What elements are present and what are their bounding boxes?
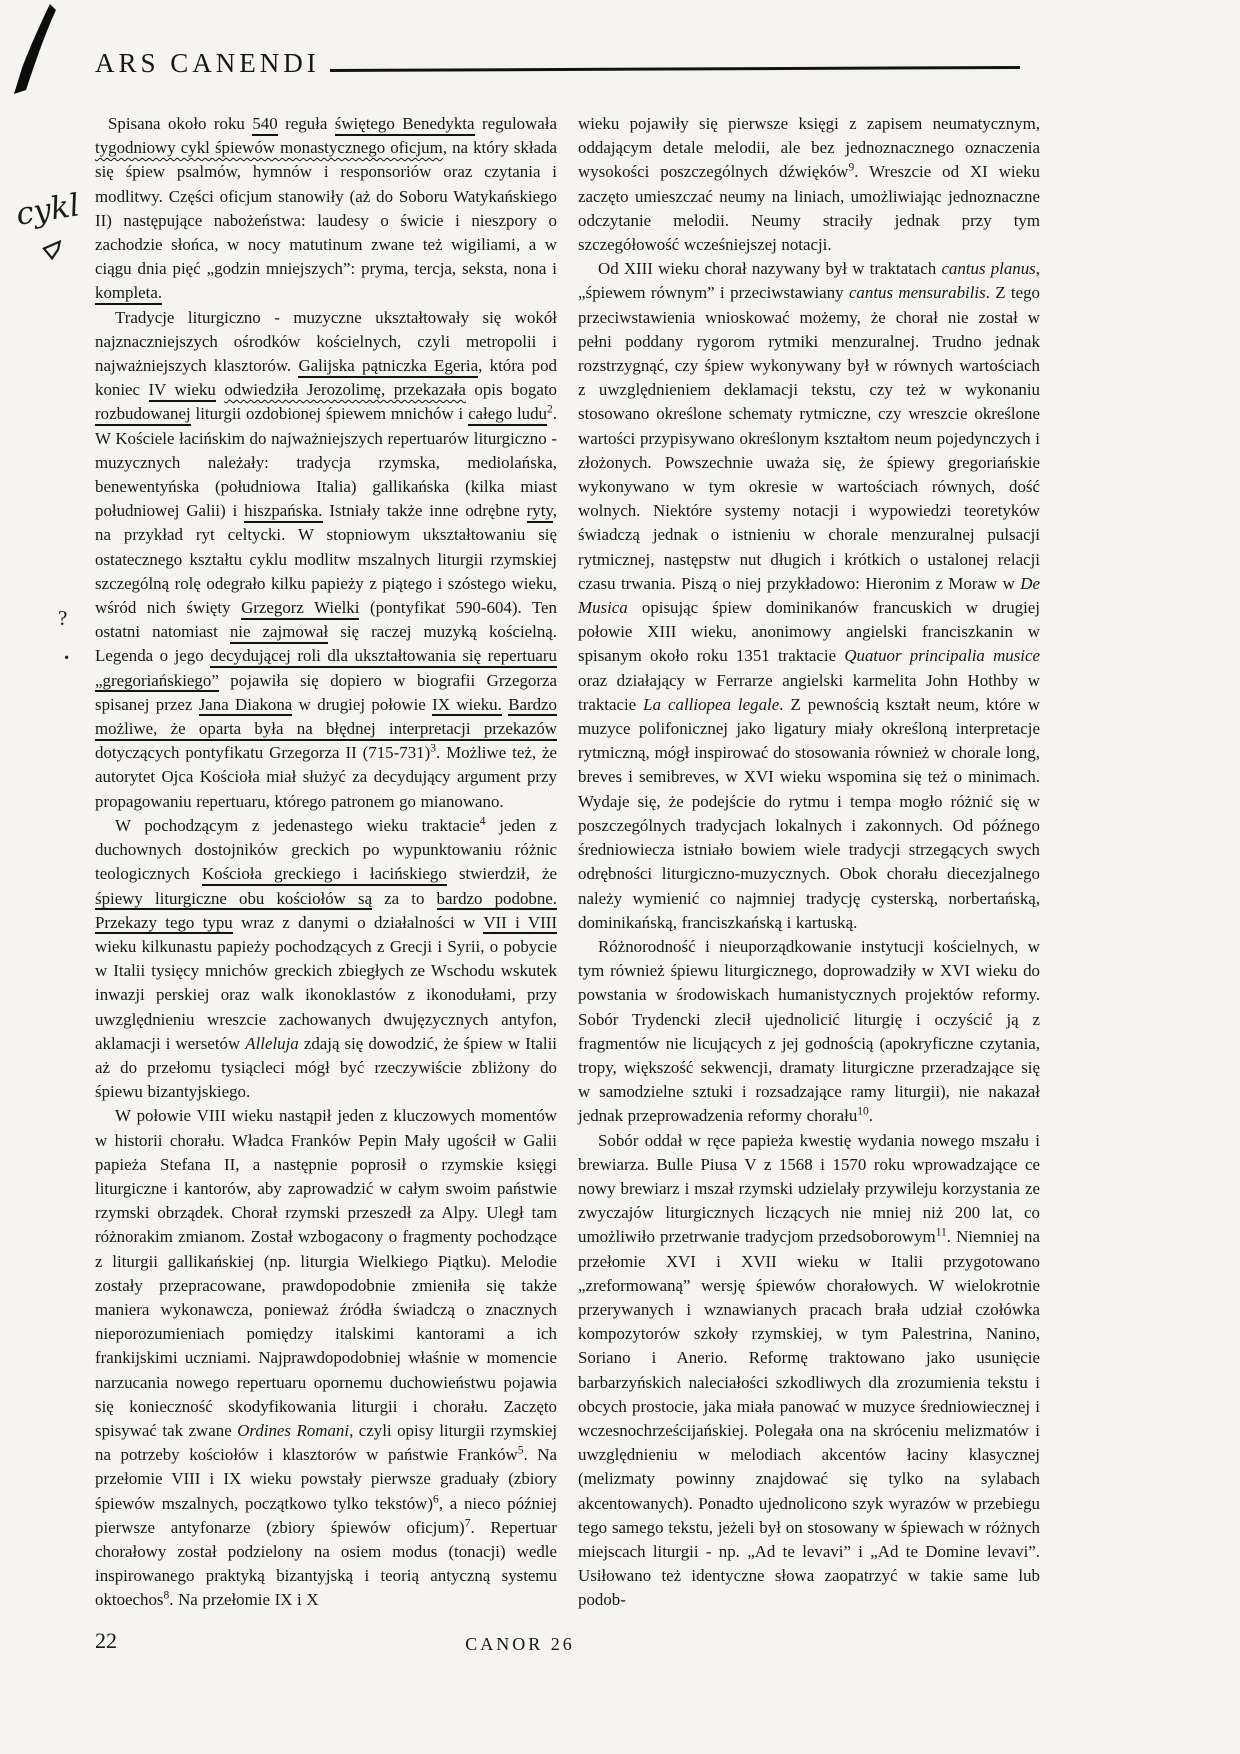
paragraph: W pochodzącym z jedenastego wieku traktacie$^4$ jeden z duchownych dostojników greckich po wypunktowaniu różnic teologicznych Kościoła greckiego i łacińskiego stwierdził, że śpiewy liturgiczne obu kościołów są za to bardzo podobne. Przekazy tego typu wraz z danymi o działalności w VII i VIII wieku kilkunastu papieży pochodzących z Grecji i Syrii, o pobycie w Italii tysięcy mnichów greckich zbiegłych ze Wschodu wskutek inwazji perskiej oraz walk ikonoklastów z ikonodułami, przy uwzględnieniu wreszcie zachowanych dwujęzycznych antyfon, aklamacji i wersetów Alleluja zdają się dowodzić, że śpiew w Italii aż do przełomu tysiącleci mógł być rzeczywiście zbliżony do śpiewu bizantyjskiego. bbox=[95, 815, 558, 1102]
paragraph: Tradycje liturgiczno - muzyczne ukształtowały się wokół najznaczniejszych ośrodków kościelnych, czyli metropolii i najważniejszych klasztorów. Galijska pątniczka Egeria, która pod koniec IV wieku odwiedziła Jerozolimę, przekazała opis bogato rozbudowanej liturgii ozdobionej śpiewem mnichów i całego ludu$^2$. W Kościele łacińskim do najważniejszych repertuarów liturgiczno - muzycznych należały: tradycja rzymska, mediolańska, benewentyńska (południowa Italia) gallikańska (kilka miast południowej Galii) i hiszpańska. Istniały także inne odrębne ryty, na przykład ryt celtycki. W stopniowym ukształtowaniu się ostatecznego kształtu cyklu modlitw mszalnych liturgii rzymskiej szczególną rolę odegrało kilku papieży z piątego i szóstego wieku, wśród nich święty Grzegorz Wielki (pontyfikat 590-604). Ten ostatni natomiast nie zajmował się raczej muzyką kościelną. Legenda o jego decydującej roli dla ukształtowania się repertuaru „gregoriańskiego” pojawiła się dopiero w biografii Grzegorza spisanej przez Jana Diakona w drugiej połowie IX wieku. Bardzo możliwe, że oparta była na błędnej interpretacji przekazów dotyczących pontyfikatu Grzegorza II $(715-731)^3$. Możliwe też, że autorytet Ojca Kościoła miał służyć za decydujący argument przy propagowaniu repertuaru, którego patronem go mianowano. bbox=[95, 307, 558, 811]
ink-slash-mark bbox=[6, 2, 76, 102]
page-number: 22 bbox=[95, 1628, 117, 1653]
paragraph: Różnorodność i nieuporządkowanie instytucji kościelnych, w tym również śpiewu liturgicznego, doprowadziły w XVI wieku do powstania w środowiskach humanistycznych projektów reformy. Sobór Trydencki zlecił ujednolicić liturgię i oczyścić ją z fragmentów nie licujących z jej godnością (apokryficzne czytania, tropy, większość sekwencji, dramaty liturgiczne przeradzające się w samodzielne sztuki i rozsadzające ramy liturgii), nie nakazał jednak przeprowadzenia reformy chorału$^{10}$. bbox=[578, 936, 1040, 1126]
paragraph: Od XIII wieku chorał nazywany był w traktatach cantus planus, „śpiewem równym” i przeciwstawiany cantus mensurabilis. Z tego przeciwstawienia wnioskować możemy, że chorał nie został w pełni poddany rygorom rytmiki menzuralnej. Trudno jednak rozstrzygnąć, czy śpiew wykonywany był w równych wartościach z uwzględnieniem deklamacji tekstu, czy też w wykonaniu stosowano określone schematy rytmiczne, czy wreszcie określone wartości przypisywano określonym kształtom neum pojedynczych i złożonych. Powszechnie uważa się, że śpiewy gregoriańskie wykonywano w tym okresie w wartościach równych, dość wolnych. Niektóre systemy notacji i wypowiedzi teoretyków świadczą jednak o istnieniu w chorale menzuralnej pulsacji rytmicznej, następstw nut długich i krótkich o ustalonej relacji czasu trwania. Piszą o niej przykładowo: Hieronim z Moraw w De Musica opisując śpiew dominikanów francuskich w drugiej połowie XIII wieku, anonimowy angielski franciszkanin w spisanym około roku 1351 traktacie Quatuor principalia musice oraz działający w Ferrarze angielski karmelita John Hothby w traktacie La calliopea legale. Z pewnością kształt neum, które w muzyce polifonicznej jako ligatury miały określoną interpretacje rytmiczną, mógł inspirować do stosowania również w chorale long, breves i semibreves, w XVI wieku wspomina się też o minimach. Wydaje się, że podejście do rytmu i tempa mogło różnić się w poszczególnych tradycjach lokalnych i zakonnych. Od późnego średniowiecza istniało bowiem wiele tradycji strzegących swych odrębności liturgiczno-muzycznych. Obok chorału diecezjalnego należy wymienić co najmniej tradycję cysterską, norbertańską, dominikańską, franciszkańską i kartuską. bbox=[578, 259, 1040, 932]
left-column bbox=[95, 112, 557, 1613]
paragraph: wieku pojawiły się pierwsze księgi z zapisem neumatycznym, oddającym detale melodii, ale bez jednoznacznego oznaczenia wysokości poszczególnych dźwięków$^9$. Wreszcie od XI wieku zaczęto umieszczać neumy na liniach, umożliwiając jednoznaczne odczytanie melodii. Neumy straciły jednak przy tym szczegółowość wcześniejszej notacji. bbox=[578, 114, 1040, 255]
page-footer bbox=[0, 1628, 1240, 1668]
margin-note-cykl: cykl bbox=[13, 187, 83, 233]
paragraph: Sobór oddał w ręce papieża kwestię wydania nowego mszału i brewiarza. Bulle Piusa V z 1568 i 1570 roku wprowadzające ce nowy brewiarz i mszał rzymski udzielały przywileju korzystania ze zwyczajów liturgicznych liczących nie mniej niż 200 lat, co umożliwiło przetrwanie tradycjom przedsoborowym$^{11}$. Niemniej na przełomie XVI i XVII wieku w Italii przygotowano „zreformowaną” wersję śpiewów chorałowych. W wielokrotnie przerywanych i wznawianych pracach brała udział czołówka kompozytorów szkoły rzymskiej, w tym Palestrina, Nanino, Soriano i Anerio. Reformę traktowano jako usunięcie barbarzyńskich naleciałości szkodliwych dla zrozumienia tekstu i obcych prostocie, jaka miała panować w muzyce średniowiecznej i wczesnochrześcijańskiej. Polegała ona na skróceniu melizmatów i uwzględnieniu w melodiach akcentów łaciny klasycznej (melizmaty powinny znajdować się tylko na sylabach akcentowanych). Ponadto ujednolicono szyk wyrazów w przebiegu tego samego tekstu, jeżeli był on stosowany w śpiewach w różnych miejscach liturgii - np. „Ad te levavi” i „Ad te Domine levavi”. Usiłowano też identyczne słowa zaopatrzyć w takie same lub podob- bbox=[578, 1130, 1040, 1610]
page-header bbox=[95, 48, 1020, 79]
article-body bbox=[95, 112, 1040, 1613]
paragraph: Spisana około roku 540 reguła świętego Benedykta regulowała tygodniowy cykl śpiewów monastycznego oficjum, na który składa się śpiew psalmów, hymnów i responsoriów oraz czytania i modlitwy. Części oficjum stanowiły (aż do Soboru Watykańskiego II) następujące nabożeństwa: laudesy o świcie i nieszpory o zachodzie słońca, w nocy matutinum zwane też wigiliami, a w ciągu dnia pięć „godzin mniejszych”: pryma, tercja, seksta, nona i kompleta. bbox=[95, 112, 557, 306]
right-column bbox=[578, 112, 1040, 1613]
margin-question-mark: ? bbox=[58, 606, 68, 630]
page-title: ARS CANENDI bbox=[95, 48, 320, 78]
margin-arrow-mark bbox=[36, 234, 67, 265]
paragraph: W połowie VIII wieku nastąpił jeden z kluczowych momentów w historii chorału. Władca Franków Pepin Mały ugościł w Galii papieża Stefana II, a następnie poprosił o rzymskie księgi liturgiczne i kantorów, aby zaprowadzić w całym swoim państwie rzymski obrządek. Chorał rzymski przeszedł za Alpy. Uległ tam różnorakim zmianom. Został wzbogacony o fragmenty pochodzące z liturgii gallikańskiej (np. liturgia Wielkiego Piątku). Melodie zostały przepracowane, prawdopodobnie zmieniła się także maniera wykonawcza, ponieważ źródła świadczą o znacznych nieporozumieniach pomiędzy italskimi kantorami a ich frankijskimi uczniami. Najprawdopodobniej właśnie w momencie narzucania nowego repertuaru opornemu duchowieństwu pojawia się konieczność skodyfikowania liturgii i chorału. Zaczęto spisywać tak zwane Ordines Romani, czyli opisy liturgii rzymskiej na potrzeby kościołów i klasztorów w państwie Franków$^5$. Na przełomie VIII i IX wieku powstały pierwsze graduały (zbiory śpiewów mszalnych, początkowo tylko tekstów)$^6$, a nieco później pierwsze antyfonarze (zbiory śpiewów oficjum)$^7$. Repertuar chorałowy został podzielony na osiem modus (tonacji) wedle inspirowanego praktyką bizantyjską i teorią antyczną systemu oktoechos$^8$. Na przełomie IX i X bbox=[95, 1106, 558, 1610]
header-rule bbox=[330, 66, 1020, 72]
journal-title: CANOR 26 bbox=[465, 1634, 575, 1654]
margin-dot-mark: . bbox=[64, 640, 70, 664]
